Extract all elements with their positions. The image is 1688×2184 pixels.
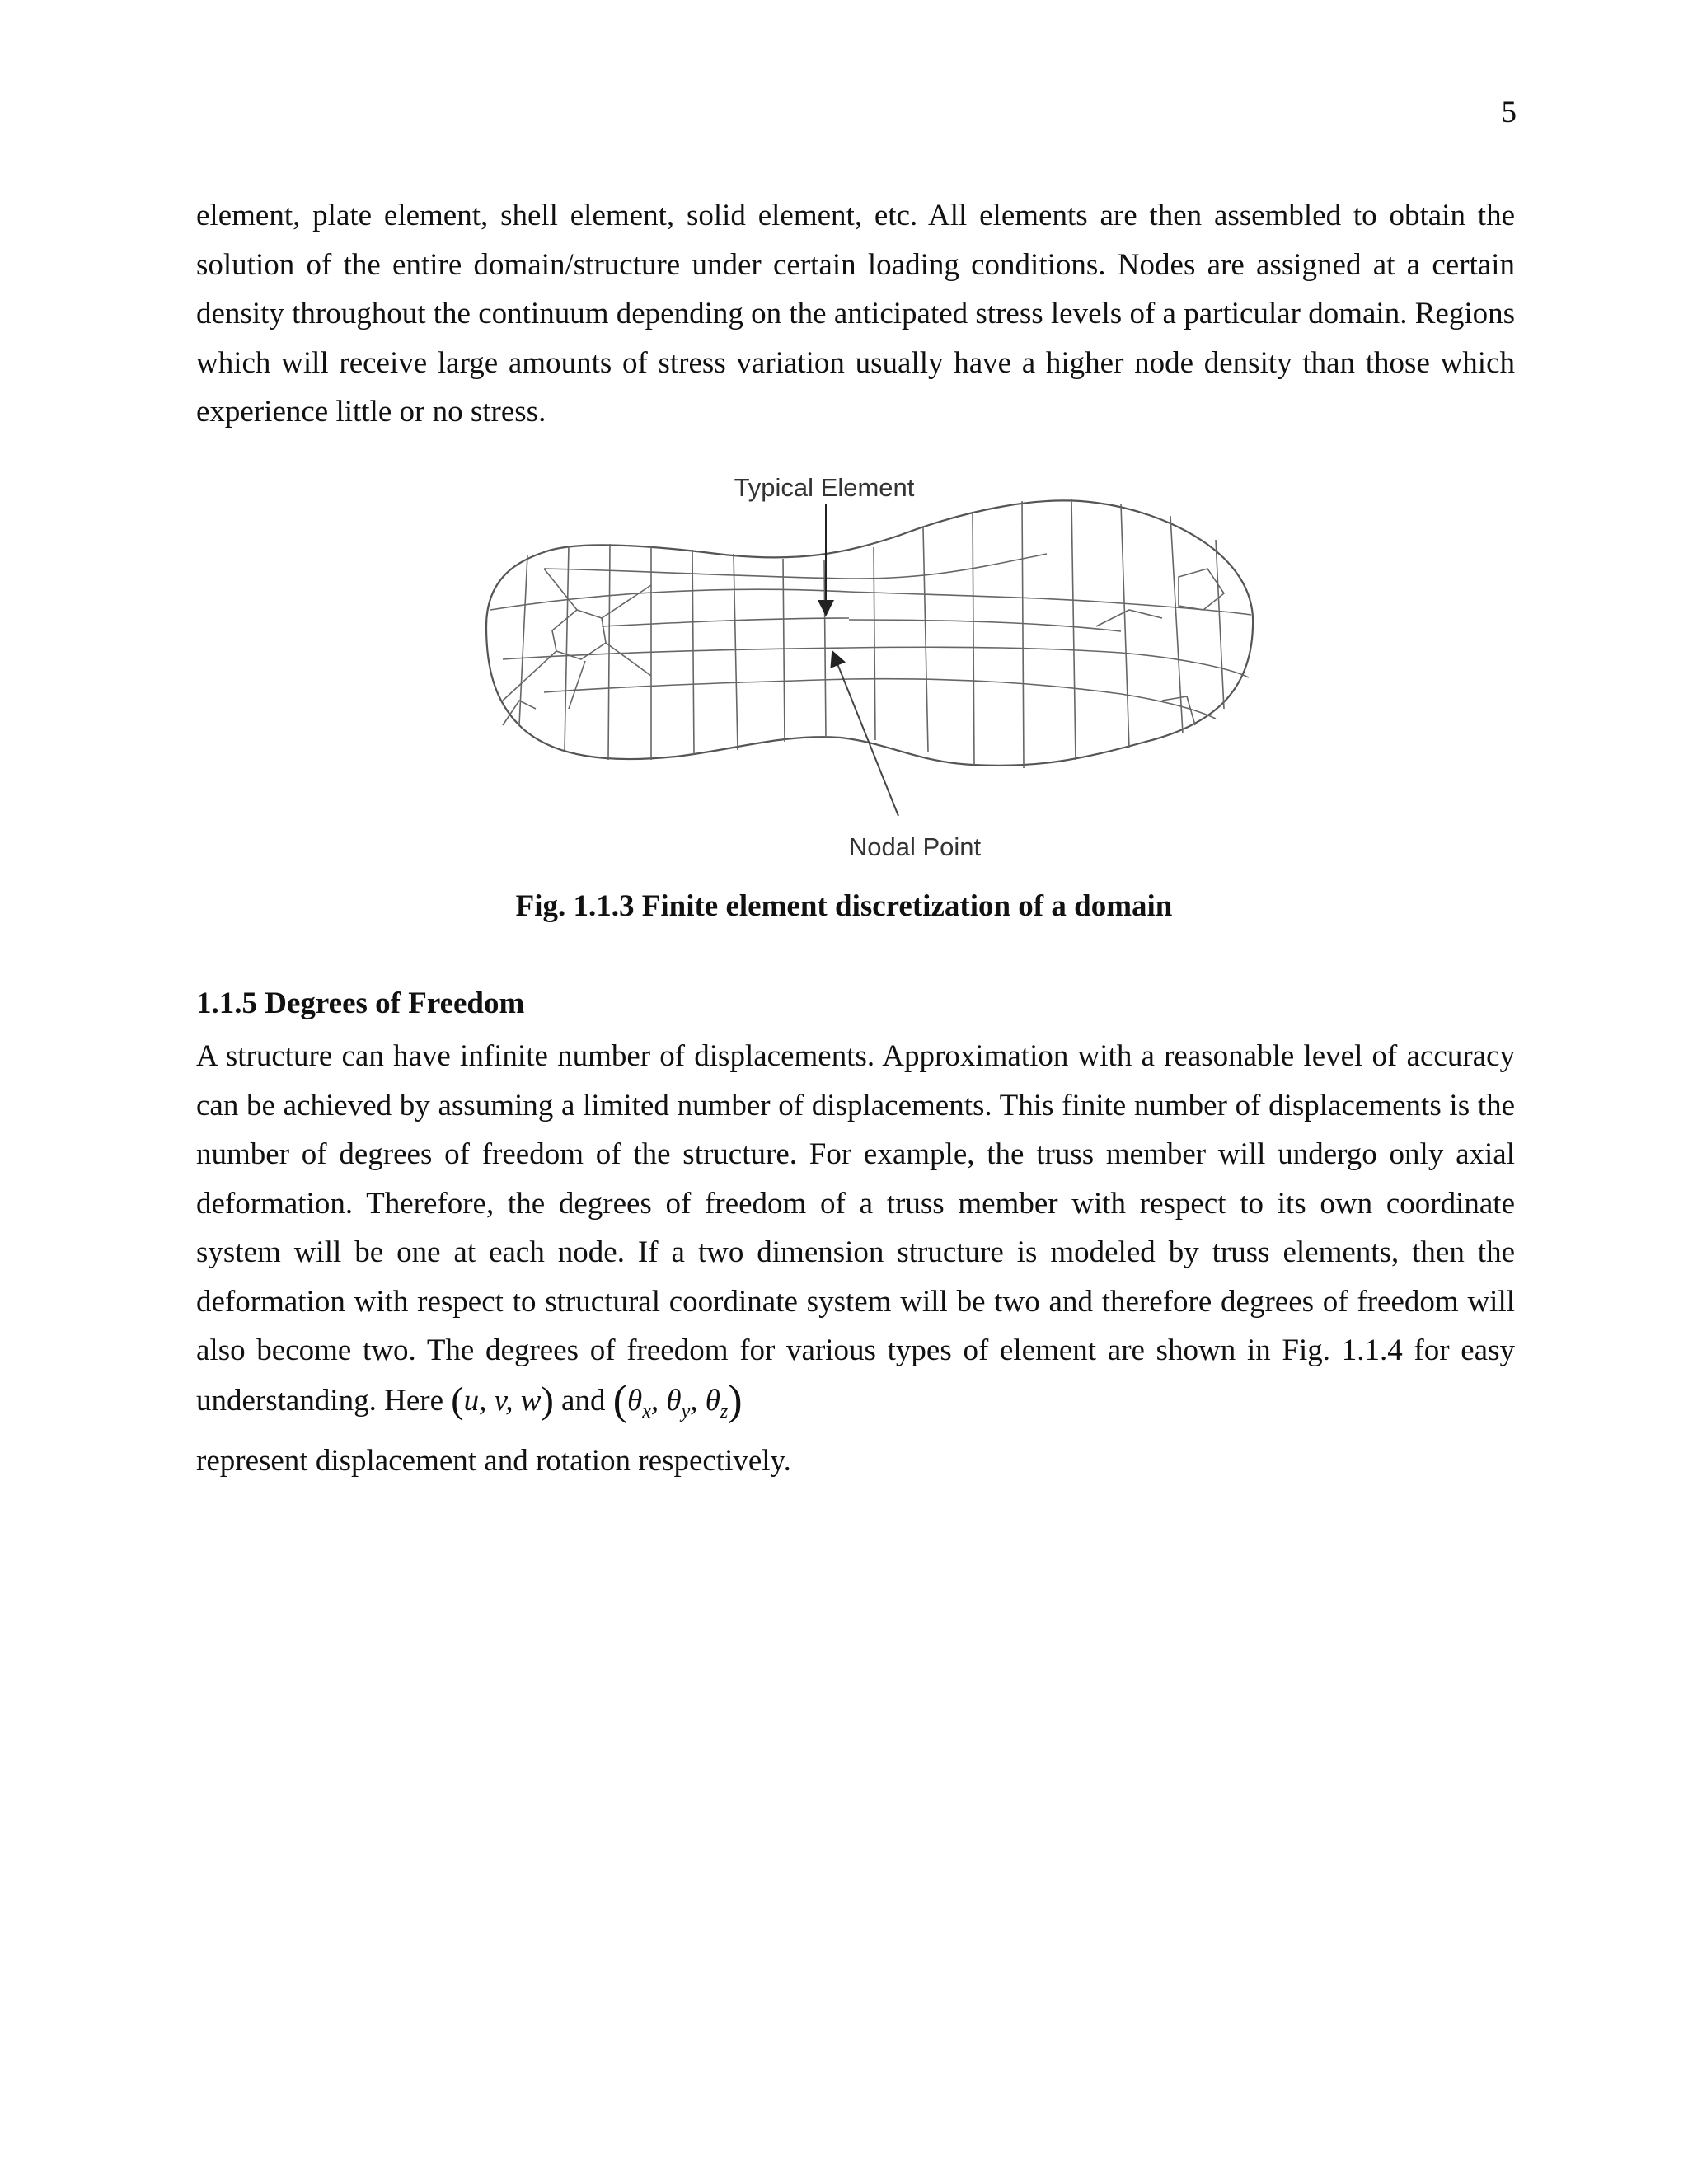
intro-paragraph: element, plate element, shell element, solid element, etc. All elements are then assembled to obtain the solution of the entire domain/structure under certain loading conditions. Nodes are assigned at a certain density throughout the continuum depending on the anticipated stress levels of a particular domain. Regions which will receive large amounts of stress variation usually have a higher node density than those which experience little or no stress. <box>196 199 1515 429</box>
section-heading: 1.1.5 Degrees of Freedom <box>196 987 525 1020</box>
displacement-components: u, v, w <box>463 1383 542 1418</box>
figure-caption: Fig. 1.1.3 Finite element discretization of a domain <box>515 889 1173 923</box>
finite-element-mesh-diagram <box>470 462 1261 874</box>
page-number: 5 <box>1501 96 1517 129</box>
displacement-vector: (u, v, w) <box>451 1378 554 1421</box>
section-text-end: represent displacement and rotation respectively. <box>196 1444 791 1478</box>
typical-element-label: Typical Element <box>734 473 915 502</box>
mesh-lines <box>490 499 1251 768</box>
domain-boundary <box>486 500 1253 765</box>
rotation-vector: ($\theta_x$, $\theta_y$, $\theta_z$) <box>612 1376 743 1424</box>
section-text-main: A structure can have infinite number of displacements. Approximation with a reasonable level of accuracy can be achieved by assuming a limited number of displacements. This finite number of displacements is the number of degrees of freedom of the structure. For example, the truss member will undergo only axial deformation. Therefore, the degrees of freedom of a truss member with respect to its own coordinate system will be one at each node. If a two dimension structure is modeled by truss elements, then the deformation with respect to structural coordinate system will be two and therefore degrees of freedom will also become two. The degrees of freedom for various types of element are shown in Fig. 1.1.4 for easy understanding. Here <box>196 1039 1515 1418</box>
section-paragraph <box>196 1032 1515 1486</box>
mesh-figure <box>470 462 1261 874</box>
nodal-point-label: Nodal Point <box>848 832 982 861</box>
section-text-and: and <box>561 1383 606 1418</box>
nodal-point-arrow <box>835 658 898 816</box>
